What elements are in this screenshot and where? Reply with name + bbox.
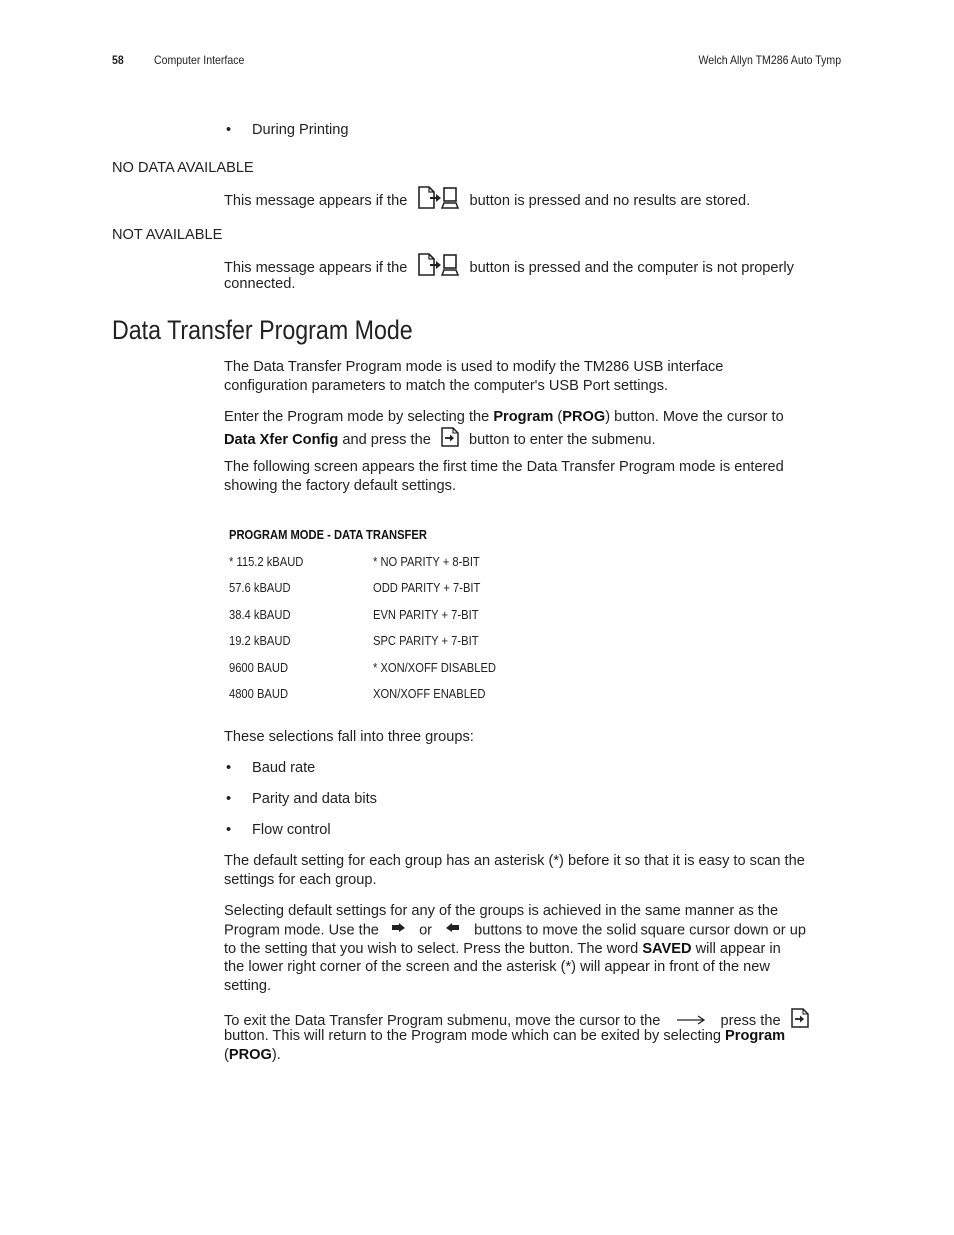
text: button. This will return to the Program mode which can be exited by selecting bbox=[224, 1028, 726, 1044]
para4-line1: The default setting for each group has an asterisk (*) before it so that it is easy to scan the bbox=[224, 853, 805, 869]
para3-line1: The following screen appears the first time the Data Transfer Program mode is entered bbox=[224, 459, 784, 475]
message-text: button is pressed and the computer is not properly bbox=[469, 259, 794, 276]
text: and press the bbox=[338, 431, 431, 448]
text: press the bbox=[720, 1012, 781, 1029]
table-cell: * 115.2 kBAUD bbox=[229, 554, 304, 569]
no-data-heading: NO DATA AVAILABLE bbox=[112, 160, 254, 176]
bullet-marker: • bbox=[226, 822, 232, 838]
table-cell: * XON/XOFF DISABLED bbox=[373, 660, 497, 675]
text: will appear in bbox=[691, 941, 781, 957]
groups-intro: These selections fall into three groups: bbox=[224, 729, 474, 745]
table-cell: ODD PARITY + 7-BIT bbox=[373, 580, 481, 595]
text: ( bbox=[553, 409, 563, 425]
screen-table-title: PROGRAM MODE - DATA TRANSFER bbox=[229, 527, 427, 542]
enter-button-icon bbox=[441, 427, 459, 453]
list-item: During Printing bbox=[252, 122, 349, 138]
enter-button-icon bbox=[791, 1008, 809, 1034]
text: ( bbox=[224, 1047, 229, 1063]
table-cell: 57.6 kBAUD bbox=[229, 580, 291, 595]
table-cell: * NO PARITY + 8-BIT bbox=[373, 554, 480, 569]
transfer-to-computer-icon bbox=[417, 186, 459, 216]
bullet-marker: • bbox=[226, 760, 232, 776]
message-text: button is pressed and no results are stored. bbox=[469, 192, 751, 209]
not-available-message bbox=[224, 253, 794, 283]
list-item: Baud rate bbox=[252, 760, 316, 776]
program-bold: Program bbox=[725, 1028, 786, 1044]
para5-line3 bbox=[224, 940, 781, 959]
text: buttons to move the solid square cursor down or up bbox=[474, 922, 806, 939]
bullet-marker: • bbox=[226, 791, 232, 807]
saved-bold: SAVED bbox=[642, 941, 692, 957]
no-data-message bbox=[224, 186, 750, 216]
para1-line2: configuration parameters to match the computer's USB Port settings. bbox=[224, 378, 669, 394]
transfer-to-computer-icon bbox=[417, 253, 459, 283]
text: to the setting that you wish to select. Press the button. The word bbox=[224, 941, 643, 957]
prog-bold: PROG bbox=[562, 409, 606, 425]
para5-line1: Selecting default settings for any of the groups is achieved in the same manner as the bbox=[224, 903, 779, 919]
page-number: 58 bbox=[112, 53, 124, 67]
message-text: This message appears if the bbox=[224, 259, 408, 276]
para5-line4: the lower right corner of the screen and the asterisk (*) will appear in front of the new bbox=[224, 959, 770, 975]
table-cell: SPC PARITY + 7-BIT bbox=[373, 633, 479, 648]
section-title: Data Transfer Program Mode bbox=[112, 315, 413, 345]
table-cell: 19.2 kBAUD bbox=[229, 633, 291, 648]
not-available-line2: connected. bbox=[224, 276, 296, 292]
data-xfer-config-bold: Data Xfer Config bbox=[224, 431, 339, 448]
header-section: Computer Interface bbox=[154, 53, 245, 67]
arrow-up-button-icon bbox=[444, 921, 460, 940]
text: ) button. Move the cursor to bbox=[605, 409, 784, 425]
para3-line2: showing the factory default settings. bbox=[224, 478, 457, 494]
text: button to enter the submenu. bbox=[468, 431, 656, 448]
table-cell: 38.4 kBAUD bbox=[229, 607, 291, 622]
para6-line3 bbox=[224, 1046, 281, 1065]
not-available-heading: NOT AVAILABLE bbox=[112, 227, 223, 243]
bullet-marker: • bbox=[226, 122, 232, 138]
para2-line2 bbox=[224, 427, 656, 453]
list-item: Parity and data bits bbox=[252, 791, 377, 807]
table-cell: XON/XOFF ENABLED bbox=[373, 686, 486, 701]
text: ). bbox=[271, 1047, 281, 1063]
text: To exit the Data Transfer Program submenu, move the cursor to the bbox=[224, 1012, 661, 1029]
header-doc-title: Welch Allyn TM286 Auto Tymp bbox=[698, 53, 841, 67]
table-cell: EVN PARITY + 7-BIT bbox=[373, 607, 479, 622]
para1-line1: The Data Transfer Program mode is used to modify the TM286 USB interface bbox=[224, 359, 724, 375]
list-item: Flow control bbox=[252, 822, 331, 838]
table-cell: 9600 BAUD bbox=[229, 660, 289, 675]
arrow-down-button-icon bbox=[391, 921, 407, 940]
para5-line2 bbox=[224, 921, 806, 940]
text: Enter the Program mode by selecting the bbox=[224, 409, 494, 425]
table-cell: 4800 BAUD bbox=[229, 686, 289, 701]
message-text: This message appears if the bbox=[224, 192, 408, 209]
text: or bbox=[419, 922, 433, 939]
para5-line5: setting. bbox=[224, 978, 272, 994]
program-bold: Program bbox=[493, 409, 554, 425]
para4-line2: settings for each group. bbox=[224, 872, 377, 888]
para2-line1 bbox=[224, 408, 784, 427]
prog-bold: PROG bbox=[228, 1047, 272, 1063]
para6-line2 bbox=[224, 1027, 785, 1046]
text: Program mode. Use the bbox=[224, 922, 379, 939]
